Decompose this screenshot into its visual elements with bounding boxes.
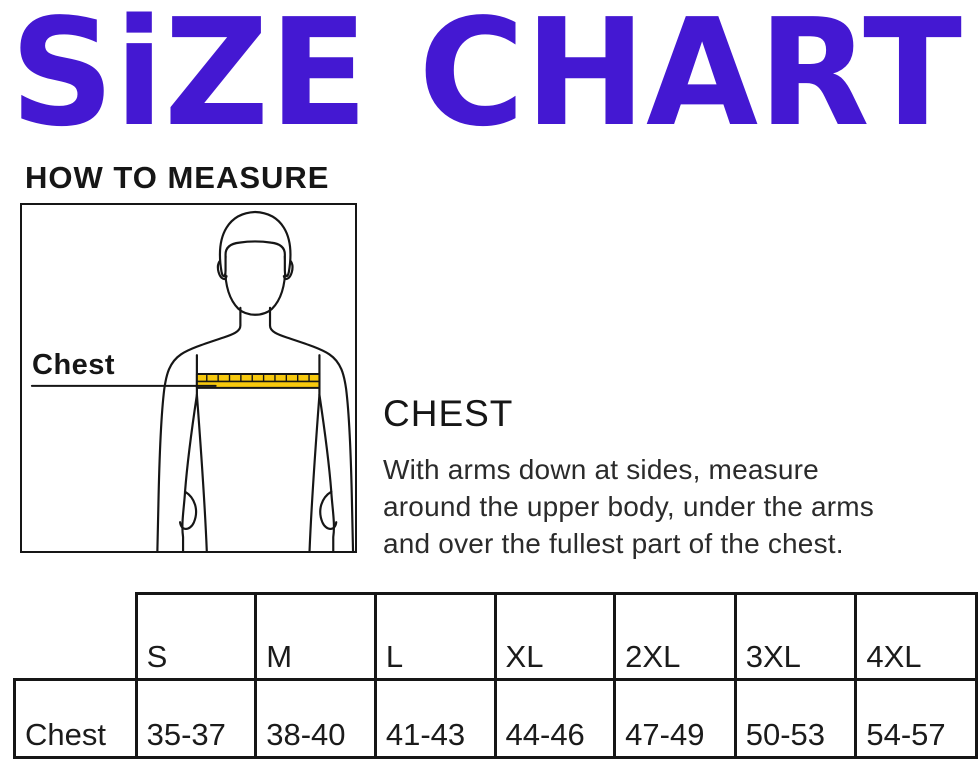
how-to-measure-heading: HOW TO MEASURE — [25, 160, 330, 195]
chest-value-cell: 35-37 — [136, 680, 256, 758]
chest-value-cell: 54-57 — [856, 680, 977, 758]
instructions-block — [383, 394, 978, 562]
size-column-header: S — [136, 594, 256, 680]
chest-value-cell: 38-40 — [256, 680, 376, 758]
figure-chest-label: Chest — [32, 349, 116, 381]
size-column-header: 2XL — [615, 594, 736, 680]
chest-value-cell: 50-53 — [735, 680, 856, 758]
title-banner — [0, 0, 978, 158]
chest-value-cell: 47-49 — [615, 680, 736, 758]
instruction-line: around the upper body, under the arms — [383, 491, 874, 522]
figure-torso-right — [310, 395, 320, 551]
chest-value-cell: 41-43 — [375, 680, 495, 758]
instructions-heading: CHEST — [383, 393, 514, 434]
instructions-text — [383, 451, 978, 562]
instruction-line: and over the fullest part of the chest. — [383, 528, 844, 559]
measurement-diagram — [20, 203, 357, 553]
size-header-row — [15, 594, 977, 680]
page-title: SiZE CHART — [10, 0, 963, 158]
size-column-header: 4XL — [856, 594, 977, 680]
row-label-chest: Chest — [15, 680, 137, 758]
chest-measurement-row — [15, 680, 977, 758]
size-column-header: L — [375, 594, 495, 680]
size-table — [13, 592, 978, 759]
figure-face — [225, 256, 285, 314]
figure-torso-left — [197, 395, 207, 551]
title-svg — [0, 0, 978, 158]
size-column-header: M — [256, 594, 376, 680]
size-column-header: 3XL — [735, 594, 856, 680]
chest-value-cell: 44-46 — [495, 680, 615, 758]
blank-corner-cell — [15, 594, 137, 680]
size-column-header: XL — [495, 594, 615, 680]
figure-hair — [220, 212, 290, 276]
instruction-line: With arms down at sides, measure — [383, 454, 819, 485]
